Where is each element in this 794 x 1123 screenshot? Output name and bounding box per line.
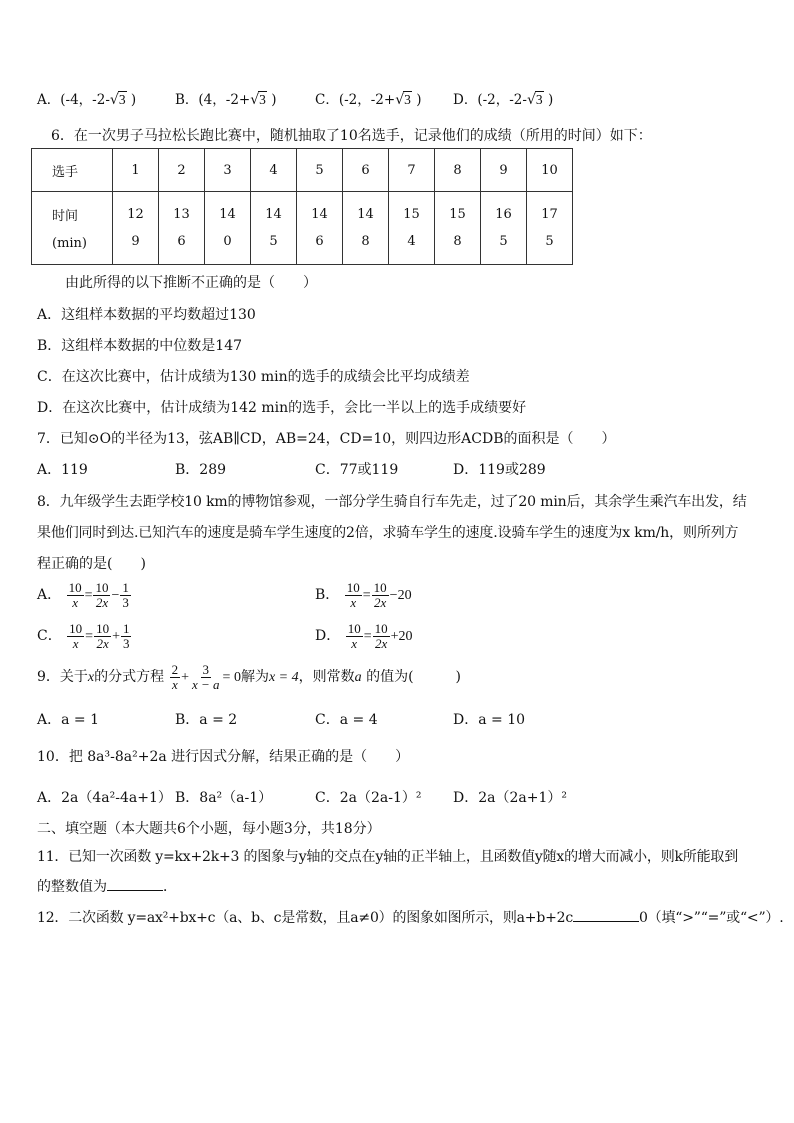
table-cell: 14 6	[297, 192, 343, 265]
q9-option-d: D．a = 10	[453, 712, 526, 728]
q11-answer-blank[interactable]	[107, 890, 163, 891]
table-header-time: 时间 (min)	[32, 192, 113, 265]
table-cell: 10	[527, 149, 573, 192]
q8-stem-line2: 果他们同时到达.已知汽车的速度是骑车学生速度的2倍，求骑车学生的速度.设骑车学生的速度为x km/h，则所列方	[37, 525, 739, 541]
table-cell: 4	[251, 149, 297, 192]
table-cell: 8	[435, 149, 481, 192]
table-cell: 12 9	[113, 192, 159, 265]
q5-option-d: D．(-2，-2-√3 )	[453, 92, 554, 108]
q10-stem: 10．把 8a³-8a²+2a 进行因式分解，结果正确的是（ ）	[37, 749, 410, 765]
q8-stem-line1: 8．九年级学生去距学校10 km的博物馆参观，一部分学生骑自行车先走，过了20 min后，其余学生乘汽车出发，结	[37, 494, 747, 510]
q8-option-c: C． $\frac{10}{x}$ = $\frac{10}{2x}$ + $\frac{1}{3}$	[37, 621, 130, 651]
q7-option-c: C．77或119	[315, 462, 399, 478]
q9-option-a: A．a = 1	[37, 712, 99, 728]
table-cell: 14 8	[343, 192, 389, 265]
table-cell: 14 0	[205, 192, 251, 265]
q7-option-a: A．119	[37, 462, 88, 478]
q10-option-a: A．2a（4a²-4a+1）	[37, 790, 172, 806]
table-cell: 5	[297, 149, 343, 192]
q9-option-b: B．a = 2	[175, 712, 238, 728]
q5-option-a: A．(-4，-2-√3 )	[37, 92, 137, 108]
q10-option-b: B．8a²（a-1）	[175, 790, 273, 806]
q5-option-b: B．(4，-2+√3 )	[175, 92, 277, 108]
table-cell: 14 5	[251, 192, 297, 265]
table-cell: 9	[481, 149, 527, 192]
q8-option-a: A． $\frac{10}{x}$ = $\frac{10}{2x}$ − $\frac{1}{3}$	[37, 580, 129, 610]
table-cell: 13 6	[159, 192, 205, 265]
table-cell: 15 4	[389, 192, 435, 265]
table-cell: 1	[113, 149, 159, 192]
table-row-times	[32, 192, 573, 265]
table-cell: 7	[389, 149, 435, 192]
table-cell: 2	[159, 149, 205, 192]
q10-option-c: C．2a（2a-1）²	[315, 790, 422, 806]
table-header-player: 选手	[32, 149, 113, 192]
q12-stem: 12．二次函数 y=ax²+bx+c（a、b、c是常数，且a≠0）的图象如图所示，则a+b+2c 0（填“>”“=”或“<”）.	[37, 910, 784, 926]
q7-option-d: D．119或289	[453, 462, 546, 478]
q8-option-b: B． $\frac{10}{x}$ = $\frac{10}{2x}$ −20	[315, 580, 412, 610]
q8-stem-line3: 程正确的是( )	[37, 556, 146, 572]
q7-stem: 7．已知⊙O的半径为13，弦AB∥CD，AB=24，CD=10，则四边形ACDB的面积是（ ）	[37, 431, 616, 447]
q6-score-table	[31, 148, 573, 265]
table-cell: 16 5	[481, 192, 527, 265]
q5-option-c: C．(-2，-2+√3 )	[315, 92, 422, 108]
table-cell: 3	[205, 149, 251, 192]
table-row-players	[32, 149, 573, 192]
q6-option-b: B．这组样本数据的中位数是147	[37, 338, 243, 354]
q7-option-b: B．289	[175, 462, 227, 478]
q9-stem: 9．关于x的分式方程 $\frac{2}{x}$ + $\frac{3}{x - a}$ = 0解为x = 4，则常数a 的值为( )	[37, 662, 462, 692]
q6-stem: 6．在一次男子马拉松长跑比赛中，随机抽取了10名选手，记录他们的成绩（所用的时间）如下：	[51, 128, 652, 144]
q11-stem-line2: 的整数值为 ．	[37, 879, 177, 895]
q10-option-d: D．2a（2a+1）²	[453, 790, 567, 806]
q12-answer-blank[interactable]	[573, 921, 639, 922]
q6-question: 由此所得的以下推断不正确的是（ ）	[65, 275, 317, 291]
q8-option-d: D． $\frac{10}{x}$ = $\frac{10}{2x}$ +20	[315, 621, 413, 651]
table-cell: 6	[343, 149, 389, 192]
table-cell: 17 5	[527, 192, 573, 265]
section-heading-fill-in: 二、填空题（本大题共6个小题，每小题3分，共18分）	[37, 821, 381, 837]
q6-option-a: A．这组样本数据的平均数超过130	[37, 307, 256, 323]
q6-option-c: C．在这次比赛中，估计成绩为130 min的选手的成绩会比平均成绩差	[37, 369, 470, 385]
q11-stem-line1: 11．已知一次函数 y=kx+2k+3 的图象与y轴的交点在y轴的正半轴上，且函数值y随x的增大而减小，则k所能取到	[37, 849, 738, 865]
q6-option-d: D．在这次比赛中，估计成绩为142 min的选手，会比一半以上的选手成绩要好	[37, 400, 527, 416]
q9-option-c: C．a = 4	[315, 712, 378, 728]
table-cell: 15 8	[435, 192, 481, 265]
